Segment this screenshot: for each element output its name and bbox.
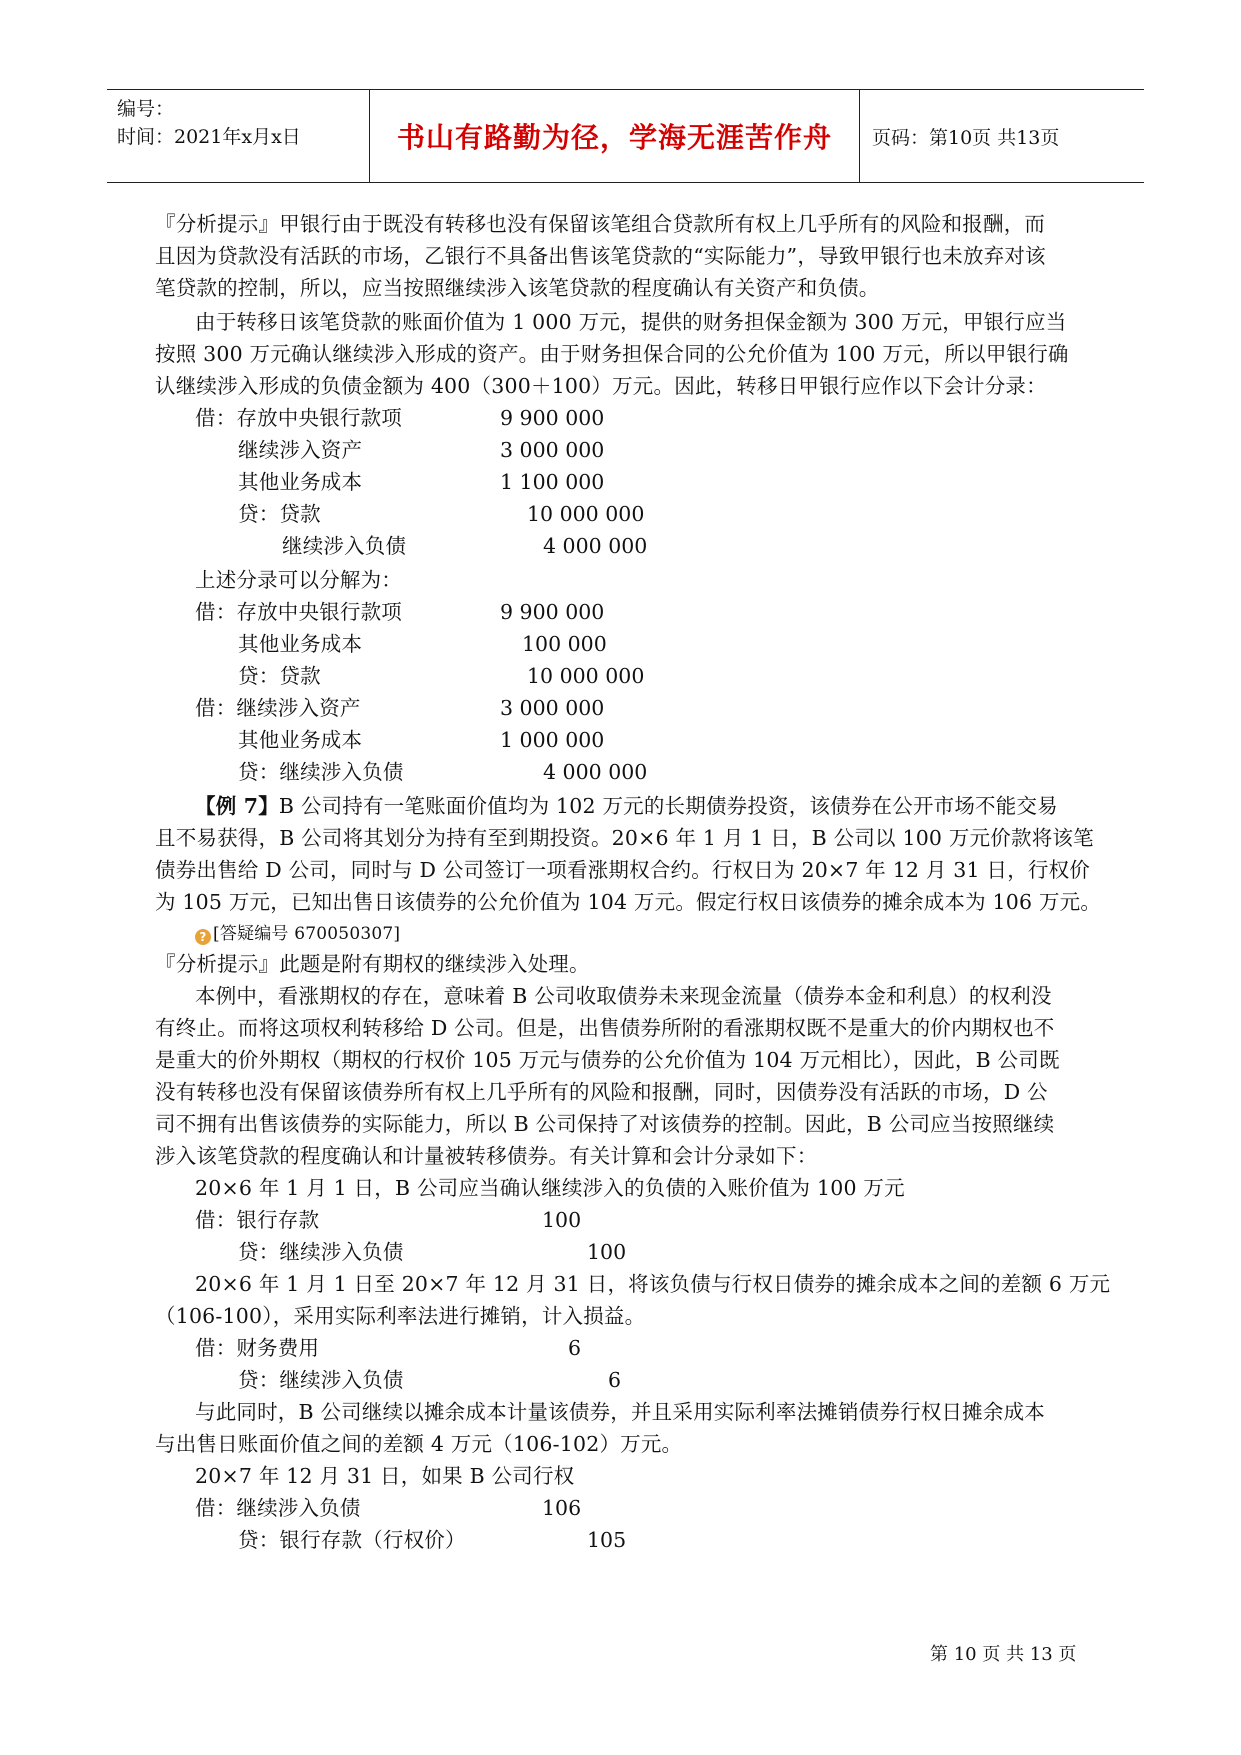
text-line: 20×6 年 1 月 1 日，B 公司应当确认继续涉入的负债的入账价值为 100 万元	[195, 1176, 905, 1200]
entry-account: 贷：继续涉入负债	[238, 1240, 404, 1264]
header-table	[107, 89, 1144, 183]
question-icon: ?	[195, 929, 211, 945]
text-line: 是重大的价外期权（期权的行权价 105 万元与债券的公允价值为 104 万元相比），因此，B 公司既	[155, 1048, 1060, 1072]
entry-account: 贷：继续涉入负债	[238, 1368, 404, 1392]
entry-account: 借：继续涉入资产	[195, 696, 361, 720]
header-left-cell	[107, 90, 370, 182]
text-line: 司不拥有出售该债券的实际能力，所以 B 公司保持了对该债券的控制。因此，B 公司应当按照继续	[155, 1112, 1055, 1136]
text-line: 且因为贷款没有活跃的市场，乙银行不具备出售该笔贷款的“实际能力”，导致甲银行也未放弃对该	[155, 244, 1046, 268]
qa-line[interactable]	[195, 918, 400, 950]
example-line	[195, 790, 1058, 822]
entry-account: 其他业务成本	[238, 632, 363, 656]
page-info: 页码：第10页 共13页	[872, 126, 1060, 149]
entry-account: 借：银行存款	[195, 1208, 320, 1232]
text-line: 认继续涉入形成的负债金额为 400（300＋100）万元。因此，转移日甲银行应作以下会计分录：	[155, 374, 1047, 398]
entry-account: 继续涉入资产	[238, 438, 363, 462]
number-label: 编号：	[117, 98, 175, 120]
page-footer: 第 10 页 共 13 页	[930, 1644, 1077, 1665]
time-label: 时间：2021年x月x日	[117, 126, 301, 148]
entry-amount: 1 100 000	[500, 470, 605, 494]
text-line: 20×7 年 12 月 31 日，如果 B 公司行权	[195, 1464, 575, 1488]
example-tag: 【例 7】	[195, 794, 279, 818]
entry-account: 贷：继续涉入负债	[238, 760, 404, 784]
entry-amount: 105	[587, 1528, 627, 1552]
text-line: 有终止。而将这项权利转移给 D 公司。但是，出售债券所附的看涨期权既不是重大的价内期权也不	[155, 1016, 1055, 1040]
entry-amount: 1 000 000	[500, 728, 605, 752]
example-text: B 公司持有一笔账面价值均为 102 万元的长期债券投资，该债券在公开市场不能交易	[278, 794, 1058, 818]
text-line: 20×6 年 1 月 1 日至 20×7 年 12 月 31 日，将该负债与行权日债券的摊余成本之间的差额 6 万元	[195, 1272, 1111, 1296]
entry-amount: 3 000 000	[500, 438, 605, 462]
entry-account: 贷：银行存款（行权价）	[238, 1528, 466, 1552]
text-line: 上述分录可以分解为：	[195, 568, 402, 592]
text-line: 为 105 万元，已知出售日该债券的公允价值为 104 万元。假定行权日该债券的摊余成本为 106 万元。	[155, 890, 1102, 914]
text-line: 债券出售给 D 公司，同时与 D 公司签订一项看涨期权合约。行权日为 20×7 年 12 月 31 日，行权价	[155, 858, 1091, 882]
entry-amount: 4 000 000	[543, 760, 648, 784]
entry-account: 贷：贷款	[238, 664, 321, 688]
entry-amount: 9 900 000	[500, 600, 605, 624]
text-line: 与出售日账面价值之间的差额 4 万元（106-102）万元。	[155, 1432, 683, 1456]
entry-amount: 6	[568, 1336, 582, 1360]
text-line: 本例中，看涨期权的存在，意味着 B 公司收取债券未来现金流量（债券本金和利息）的权利没	[195, 984, 1052, 1008]
entry-amount: 4 000 000	[543, 534, 648, 558]
qa-number[interactable]: [答疑编号 670050307]	[213, 924, 401, 944]
text-line: 『分析提示』此题是附有期权的继续涉入处理。	[155, 952, 590, 976]
entry-account: 其他业务成本	[238, 470, 363, 494]
text-line: 笔贷款的控制，所以，应当按照继续涉入该笔贷款的程度确认有关资产和负债。	[155, 276, 880, 300]
entry-amount: 100 000	[522, 632, 607, 656]
header-page-cell	[860, 90, 1144, 182]
entry-account: 借：财务费用	[195, 1336, 320, 1360]
entry-amount: 106	[542, 1496, 582, 1520]
text-line: 涉入该笔贷款的程度确认和计量被转移债券。有关计算和会计分录如下：	[155, 1144, 818, 1168]
entry-amount: 3 000 000	[500, 696, 605, 720]
text-line: 没有转移也没有保留该债券所有权上几乎所有的风险和报酬，同时，因债券没有活跃的市场，D 公	[155, 1080, 1048, 1104]
text-line: 由于转移日该笔贷款的账面价值为 1 000 万元，提供的财务担保金额为 300 万元，甲银行应当	[195, 310, 1067, 334]
entry-amount: 10 000 000	[527, 664, 645, 688]
entry-amount: 6	[608, 1368, 622, 1392]
text-line: （106-100），采用实际利率法进行摊销，计入损益。	[155, 1304, 646, 1328]
entry-account: 借：存放中央银行款项	[195, 406, 402, 430]
entry-account: 借：继续涉入负债	[195, 1496, 361, 1520]
header-motto-cell	[370, 90, 860, 182]
text-line: 按照 300 万元确认继续涉入形成的资产。由于财务担保合同的公允价值为 100 万元，所以甲银行确	[155, 342, 1069, 366]
text-line: 『分析提示』甲银行由于既没有转移也没有保留该笔组合贷款所有权上几乎所有的风险和报酬，而	[155, 212, 1046, 236]
entry-amount: 100	[542, 1208, 582, 1232]
text-line: 与此同时，B 公司继续以摊余成本计量该债券，并且采用实际利率法摊销债券行权日摊余成本	[195, 1400, 1045, 1424]
entry-account: 借：存放中央银行款项	[195, 600, 402, 624]
entry-amount: 10 000 000	[527, 502, 645, 526]
text-line: 且不易获得，B 公司将其划分为持有至到期投资。20×6 年 1 月 1 日，B 公司以 100 万元价款将该笔	[155, 826, 1094, 850]
entry-amount: 9 900 000	[500, 406, 605, 430]
entry-amount: 100	[587, 1240, 627, 1264]
entry-account: 继续涉入负债	[282, 534, 407, 558]
entry-account: 其他业务成本	[238, 728, 363, 752]
motto: 书山有路勤为径，学海无涯苦作舟	[396, 121, 832, 154]
entry-account: 贷：贷款	[238, 502, 321, 526]
